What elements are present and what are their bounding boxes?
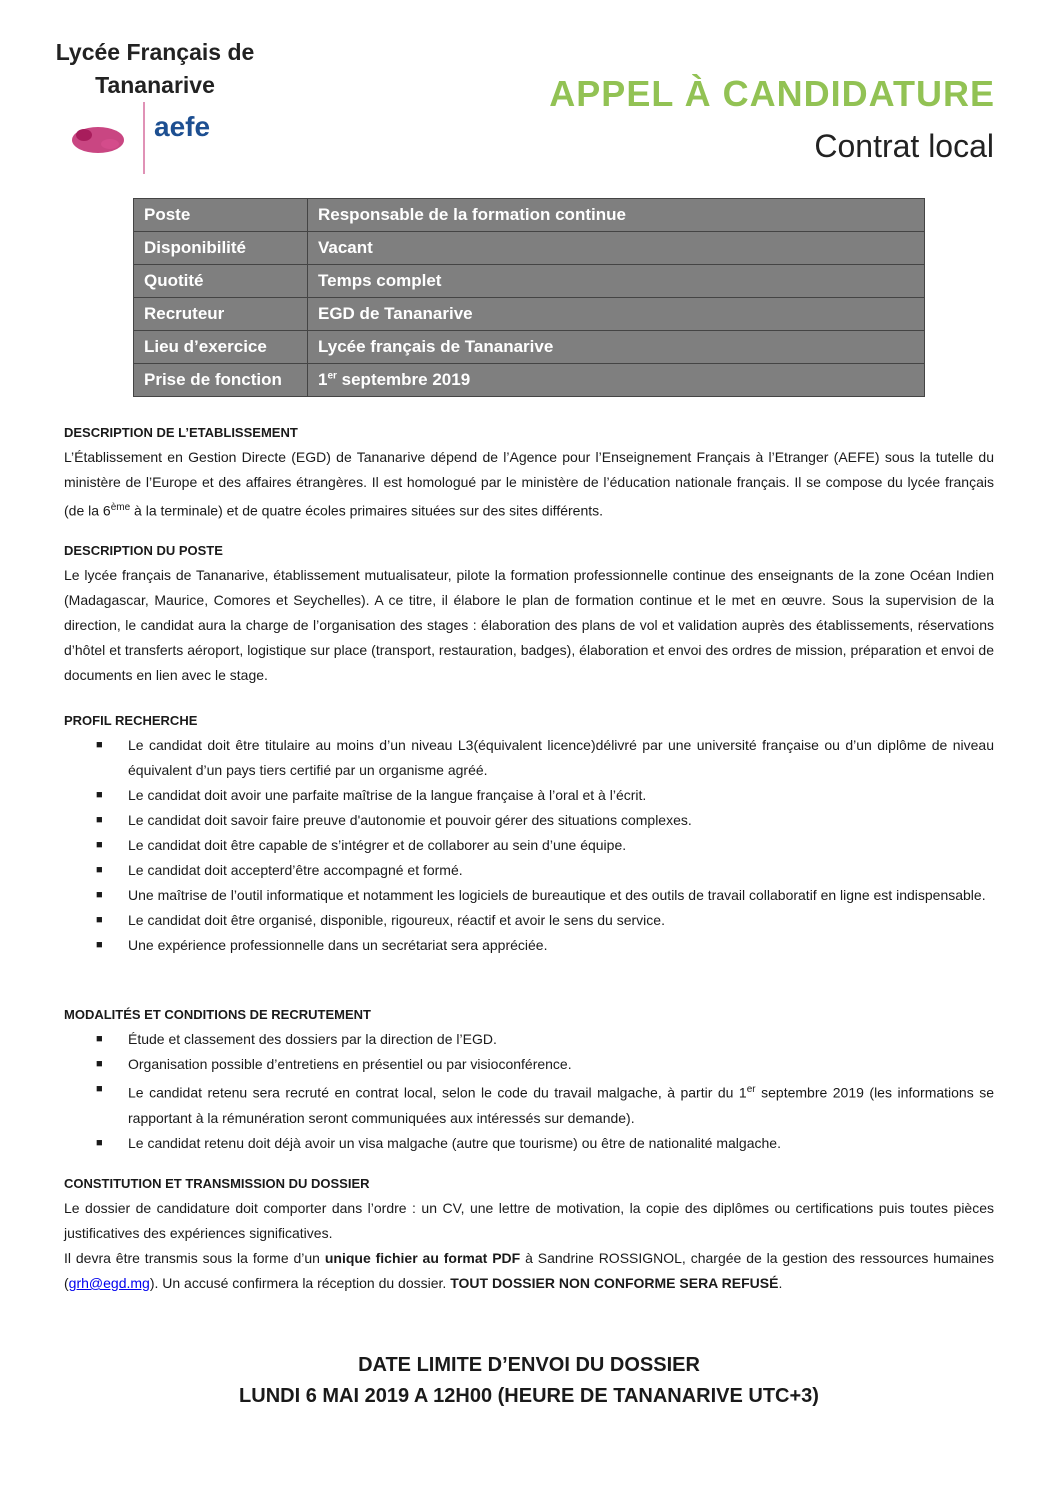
table-row bbox=[134, 232, 925, 265]
section-dossier bbox=[64, 1172, 994, 1296]
list-item: ■ Étude et classement des dossiers par la direction de l’EGD. bbox=[64, 1027, 994, 1052]
aefe-logo bbox=[62, 100, 242, 176]
profil-list bbox=[64, 733, 994, 958]
page-title: APPEL À CANDIDATURE bbox=[549, 73, 995, 114]
section-text: Le lycée français de Tananarive, établissement mutualisateur, pilote la formation professionnelle continue des enseignants de la zone Océan Indien (Madagascar, Maurice, Comores et Seychelles). A ce titre, il élabore le plan de formation continue et le met en œuvre. Sous la supervision de la direction, le candidat aura la charge de l’organisation des stages : élaboration des plans de vol et validation auprès des établissements, réservations d’hôtel et transferts aéroport, logistique sur place (transport, restauration, badges), élaboration et envoi des ordres de mission, préparation et envoi de documents en lien avec le stage. bbox=[64, 567, 994, 683]
bullet-icon: ■ bbox=[96, 1136, 103, 1149]
aefe-brand-text: aefe bbox=[154, 111, 211, 142]
row-value: Temps complet bbox=[308, 265, 925, 298]
row-label: Quotité bbox=[134, 265, 308, 298]
row-label: Disponibilité bbox=[134, 232, 308, 265]
list-item: ■ Le candidat retenu sera recruté en contrat local, selon le code du travail malgache, à partir du 1er septembre 2019 (les informations se rapportant à la rémunération seront communiquées aux intéressés sur demande). bbox=[64, 1077, 994, 1131]
list-item: ■ Une expérience professionnelle dans un secrétariat sera appréciée. bbox=[64, 933, 994, 958]
row-value: Vacant bbox=[308, 232, 925, 265]
section-text: L’Établissement en Gestion Directe (EGD) de Tananarive dépend de l’Agence pour l’Enseignement Français à l’Etranger (AEFE) sous la tutelle du ministère de l’Europe et des affaires étrangères. Il est homologué par le ministère de l’éducation nationale français. Il se compose du lycée français (de la 6ème à la terminale) et de quatre écoles primaires situées sur des sites différents. bbox=[64, 449, 994, 519]
list-item: ■ Le candidat doit accepterd’être accompagné et formé. bbox=[64, 858, 994, 883]
page-subtitle: Contrat local bbox=[814, 128, 994, 164]
row-label: Lieu d’exercice bbox=[134, 331, 308, 364]
section-profil bbox=[64, 709, 994, 958]
row-value: EGD de Tananarive bbox=[308, 298, 925, 331]
modalites-list bbox=[64, 1027, 994, 1156]
table-row bbox=[134, 265, 925, 298]
section-etablissement bbox=[64, 421, 994, 524]
table-row bbox=[134, 331, 925, 364]
email-link[interactable]: grh@egd.mg bbox=[68, 1275, 150, 1291]
row-value: 1er septembre 2019 bbox=[308, 364, 925, 397]
table-row bbox=[134, 298, 925, 331]
school-name-line2: Tananarive bbox=[95, 72, 215, 98]
row-label: Recruteur bbox=[134, 298, 308, 331]
school-name-line1: Lycée Français de bbox=[55, 39, 255, 65]
table-row bbox=[134, 199, 925, 232]
list-item: ■ Le candidat doit savoir faire preuve d'autonomie et pouvoir gérer des situations complexes. bbox=[64, 808, 994, 833]
bullet-icon: ■ bbox=[96, 739, 103, 751]
row-label: Prise de fonction bbox=[134, 364, 308, 397]
school-name bbox=[40, 36, 270, 102]
list-item: ■ Le candidat doit avoir une parfaite maîtrise de la langue française à l’oral et à l’écrit. bbox=[64, 783, 994, 808]
section-text: Il devra être transmis sous la forme d’un unique fichier au format PDF à Sandrine ROSSIGNOL, chargée de la gestion des ressources humaines (grh@egd.mg). Un accusé confirmera la réception du dossier. TOUT DOSSIER NON CONFORME SERA REFUSÉ. bbox=[64, 1250, 994, 1291]
bullet-icon: ■ bbox=[96, 889, 103, 901]
bullet-icon: ■ bbox=[96, 1058, 103, 1070]
bullet-icon: ■ bbox=[96, 864, 103, 876]
list-item: ■ Organisation possible d’entretiens en présentiel ou par visioconférence. bbox=[64, 1052, 994, 1077]
section-text: Le dossier de candidature doit comporter dans l’ordre : un CV, une lettre de motivation, la copie des diplômes ou certifications puis toutes pièces justificatives des expériences significatives. bbox=[64, 1200, 994, 1241]
deadline-block bbox=[64, 1350, 994, 1412]
section-heading: MODALITÉS ET CONDITIONS DE RECRUTEMENT bbox=[64, 1007, 371, 1022]
deadline-date: LUNDI 6 MAI 2019 A 12H00 (HEURE DE TANANARIVE UTC+3) bbox=[239, 1385, 819, 1407]
list-item: ■ Le candidat doit être titulaire au moins d’un niveau L3(équivalent licence)délivré par une université française ou d’un diplôme de niveau équivalent d’un pays tiers certifié par un organisme agréé. bbox=[64, 733, 994, 783]
section-heading: PROFIL RECHERCHE bbox=[64, 713, 198, 728]
bullet-icon: ■ bbox=[96, 814, 103, 826]
bullet-icon: ■ bbox=[96, 1083, 103, 1095]
section-poste bbox=[64, 539, 994, 688]
list-item: ■ Le candidat doit être capable de s’intégrer et de collaborer au sein d’une équipe. bbox=[64, 833, 994, 858]
row-value: Responsable de la formation continue bbox=[308, 199, 925, 232]
bullet-icon: ■ bbox=[96, 914, 103, 926]
bullet-icon: ■ bbox=[96, 939, 103, 951]
section-modalites bbox=[64, 1003, 994, 1156]
section-heading: CONSTITUTION ET TRANSMISSION DU DOSSIER bbox=[64, 1176, 370, 1191]
row-label: Poste bbox=[134, 199, 308, 232]
list-item: ■ Le candidat retenu doit déjà avoir un visa malgache (autre que tourisme) ou être de nationalité malgache. bbox=[64, 1131, 994, 1156]
row-value: Lycée français de Tananarive bbox=[308, 331, 925, 364]
info-table bbox=[133, 198, 925, 397]
list-item: ■ Le candidat doit être organisé, disponible, rigoureux, réactif et avoir le sens du service. bbox=[64, 908, 994, 933]
list-item: ■ Une maîtrise de l’outil informatique et notamment les logiciels de bureautique et des outils de travail collaboratif en ligne est indispensable. bbox=[64, 883, 994, 908]
bullet-icon: ■ bbox=[96, 789, 103, 801]
deadline-title: DATE LIMITE D’ENVOI DU DOSSIER bbox=[358, 1354, 700, 1376]
section-heading: DESCRIPTION DU POSTE bbox=[64, 543, 223, 558]
table-row bbox=[134, 364, 925, 397]
bullet-icon: ■ bbox=[96, 839, 103, 851]
bullet-icon: ■ bbox=[96, 1033, 103, 1045]
section-heading: DESCRIPTION DE L’ETABLISSEMENT bbox=[64, 425, 298, 440]
